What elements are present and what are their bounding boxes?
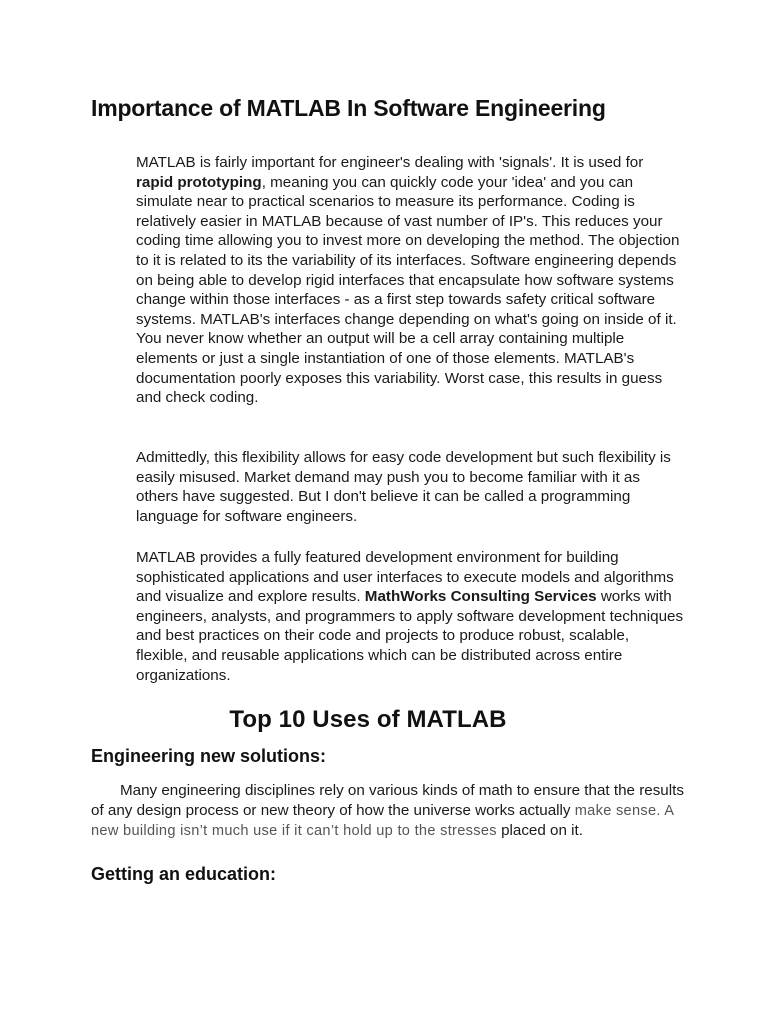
- engineering-text-b: placed on it.: [496, 822, 583, 839]
- section-title-top-uses: [0, 706, 768, 734]
- rapid-prototyping-bold: rapid prototyping: [136, 173, 262, 191]
- intro-paragraph-1-text-a: MATLAB is fairly important for engineer's dealing with 'signals'. It is used for: [136, 154, 644, 171]
- page-title: Importance of MATLAB In Software Engineering: [91, 95, 606, 121]
- intro-paragraph-1-text-b: , meaning you can quickly code your 'idea' and you can simulate near to practical scenarios to measure its performance. Coding is relatively easier in MATLAB because of vast number of IP's. This reduces your coding time allowing you to invest more on developing the method. The objection to it is related to its the variability of its interfaces. Software engineering depends on being able to develop rigid interfaces that encapsulate how software systems change within those interfaces - as a first step towards safety critical software systems. MATLAB's interfaces change depending on what's going on inside of it. You never know whether an output will be a cell array containing multiple elements or just a single instantiation of one of those elements. MATLAB's documentation poorly exposes this variability. Worst case, this results in guess and check coding.: [136, 173, 680, 407]
- intro-paragraph-3: [136, 548, 684, 685]
- engineering-text-a: Many engineering disciplines rely on various kinds of math to ensure that the results of any design process or new theory of how the universe works actually: [91, 782, 684, 819]
- heading-engineering-new-solutions: Engineering new solutions:: [91, 746, 327, 766]
- engineering-paragraph: [91, 781, 691, 842]
- intro-paragraph-1: [136, 153, 684, 408]
- intro-paragraph-3-text-b: works with engineers, analysts, and programmers to apply software development techniques and best practices on their code and projects to produce robust, scalable, flexible, and reusable applications which can be distributed across entire organizations.: [136, 588, 684, 684]
- intro-paragraph-3-text-a: MATLAB provides a fully featured development environment for building sophisticated applications and user interfaces to execute models and algorithms and visualize and explore results.: [136, 549, 674, 606]
- intro-paragraph-2: Admittedly, this flexibility allows for easy code development but such flexibility is easily misused. Market demand may push you to become familiar with it as others have suggested. But I don't believe it can be called a programming language for software engineers.: [136, 449, 671, 525]
- heading-getting-an-education: Getting an education:: [91, 864, 277, 884]
- mathworks-consulting-bold: MathWorks Consulting Services: [364, 588, 597, 606]
- section-title-text: Top 10 Uses of MATLAB: [229, 706, 507, 733]
- engineering-text-light: make sense. A new building isn’t much use if it can’t hold up to the stresses: [91, 802, 674, 839]
